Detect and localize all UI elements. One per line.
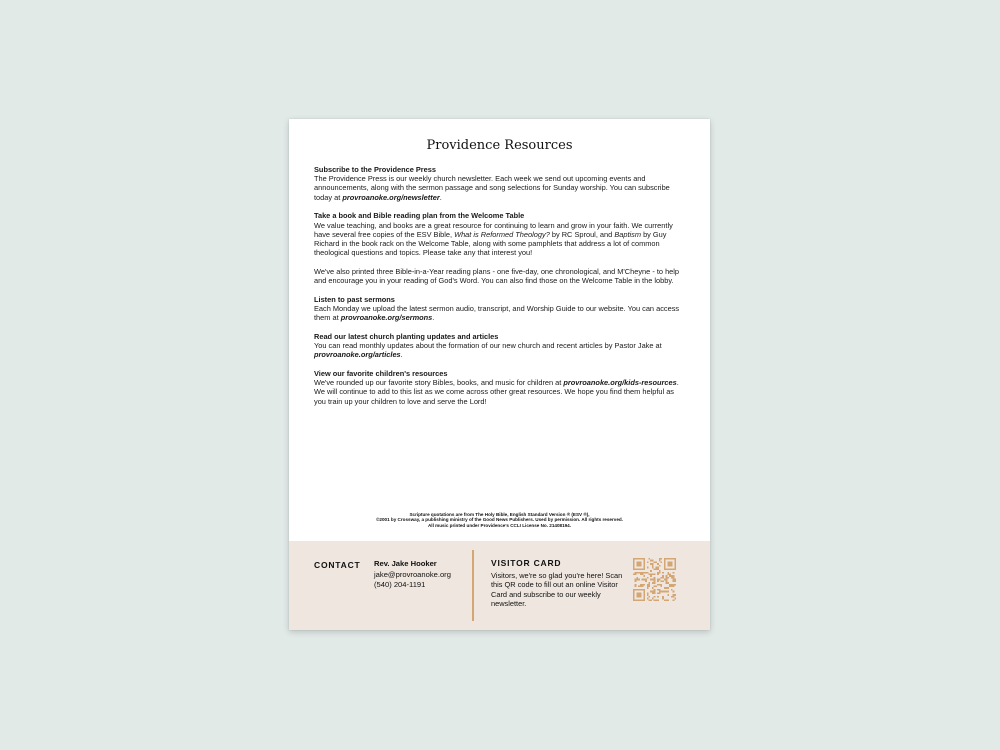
section-body	[314, 221, 686, 258]
section-body	[314, 341, 686, 359]
legal-line: ©2001 by Crossway, a publishing ministry of the Good News Publishers. Used by permission. All rights reserved.	[376, 517, 623, 523]
section-body: We've also printed three Bible-in-a-Year reading plans - one five-day, one chronological, and M'Cheyne - to help and encourage you in your reading of God's Word. You can also find those on the Welcome Table in the lobby.	[314, 266, 680, 285]
section-welcome-table	[314, 211, 686, 285]
legal-line: All music printed under Providence's CCLI License No. 21408194.	[427, 522, 572, 528]
legal-notice	[289, 512, 710, 528]
kids-resources-link[interactable]: provroanoke.org/kids-resources	[563, 378, 677, 388]
section-sermons	[314, 295, 686, 323]
body-text: by Guy Richard in the book rack on the Welcome Table, along with some pamphlets that address a lot of common theological questions and topics. Please take any that interest you!	[314, 229, 667, 258]
body-text: The Providence Press is our weekly church newsletter. Each week we send out upcoming events and announcements, along with the sermon passage and song selections for Sunday worship. You can subscribe today at	[314, 174, 670, 202]
section-heading: Subscribe to the Providence Press	[314, 165, 436, 174]
body-text: Each Monday we upload the latest sermon audio, transcript, and Worship Guide to our website. You can access them at	[314, 303, 680, 323]
section-body	[314, 174, 686, 202]
newsletter-link[interactable]: provroanoke.org/newsletter	[342, 192, 440, 202]
section-kids-resources	[314, 369, 686, 406]
body-text: .	[400, 350, 403, 360]
contact-label: CONTACT	[314, 560, 361, 570]
section-heading: View our favorite children's resources	[314, 369, 448, 379]
section-heading: Read our latest church planting updates and articles	[314, 331, 499, 341]
contact-phone: (540) 204-1191	[374, 580, 426, 590]
section-heading: Take a book and Bible reading plan from the Welcome Table	[314, 211, 525, 221]
contact-name: Rev. Jake Hooker	[374, 559, 437, 568]
resources-content	[314, 165, 686, 415]
visitor-card-text: Visitors, we're so glad you're here! Scan this QR code to fill out an online Visitor Card and subscribe to our weekly newsletter.	[491, 571, 623, 609]
contact-email[interactable]: jake@provroanoke.org	[374, 569, 451, 579]
legal-line: Scripture quotations are from The Holy Bible, English Standard Version ® (ESV ®),	[409, 512, 590, 517]
section-newsletter	[314, 165, 686, 202]
body-text: by RC Sproul, and	[549, 229, 615, 239]
section-body	[314, 304, 686, 322]
body-text: We value teaching, and books are a great resource for continuing to learn and grow in your faith. We currently have several free copies of the ESV Bible,	[314, 220, 673, 239]
body-text: .	[432, 313, 435, 323]
document-page	[289, 119, 710, 630]
visitor-card-title: VISITOR CARD	[491, 558, 562, 568]
body-text: .	[439, 192, 442, 202]
footer-divider	[472, 550, 474, 621]
section-body	[314, 378, 686, 406]
section-heading: Listen to past sermons	[314, 294, 395, 304]
body-text: We've rounded up our favorite story Bibles, books, and music for children at	[314, 378, 564, 388]
articles-link[interactable]: provroanoke.org/articles	[314, 350, 401, 360]
body-text: . We will continue to add to this list as we come across other great resources. We hope you find them helpful as you train up your children to love and serve the Lord!	[314, 378, 679, 406]
section-articles	[314, 332, 686, 360]
book-title: Baptism	[614, 229, 642, 239]
contact-info	[374, 559, 451, 591]
qr-code-icon[interactable]	[633, 558, 676, 601]
body-text: You can read monthly updates about the formation of our new church and recent articles by Pastor Jake at	[314, 341, 662, 351]
sermons-link[interactable]: provroanoke.org/sermons	[340, 313, 433, 323]
footer-band	[289, 541, 710, 630]
book-title: What is Reformed Theology?	[454, 229, 550, 239]
page-title: Providence Resources	[426, 138, 573, 153]
